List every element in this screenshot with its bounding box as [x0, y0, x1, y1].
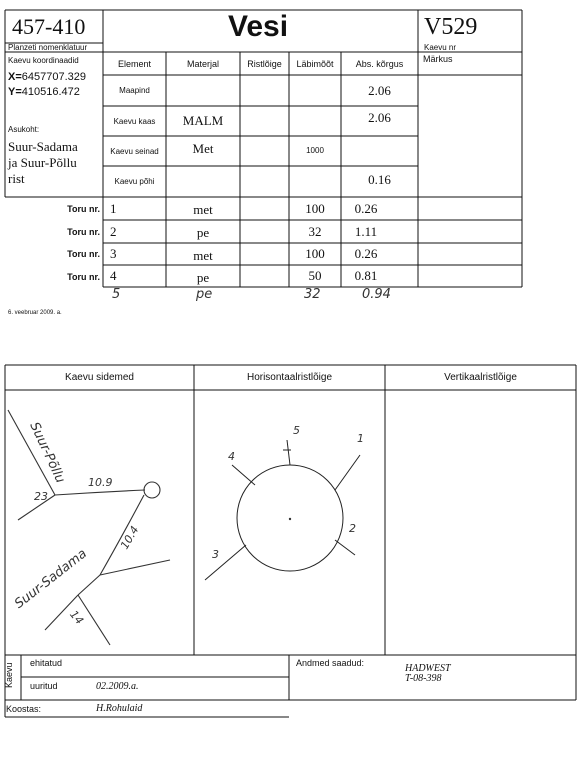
- coords-label: Kaevu koordinaadid: [8, 56, 79, 65]
- hsec-pipe-1: 1: [357, 432, 364, 445]
- col-vertikaal: Vertikaalristlõige: [444, 372, 517, 383]
- footer-ehitatud-label: ehitatud: [30, 658, 63, 668]
- sheet-code-label: Planzeti nomenklatuur: [8, 43, 88, 52]
- sketch-d2: 10.4: [118, 523, 142, 552]
- pipe-korgus-3: 0.26: [354, 246, 378, 261]
- hsec-pipe-5: 5: [293, 424, 300, 437]
- coord-y-value: 410516.472: [21, 86, 80, 98]
- sketch-street1: Suur-Põllu: [26, 420, 68, 486]
- row-element-kaas: Kaevu kaas: [113, 116, 156, 126]
- sketch-d4: 14: [67, 608, 86, 628]
- date-note: 6. veebruar 2009. a.: [8, 310, 62, 316]
- footer-andmed-value1: HADWEST: [405, 663, 451, 674]
- sheet-code: 457-410: [12, 14, 86, 39]
- location-line1: Suur-Sadama: [8, 139, 78, 154]
- footer-koostas-label: Koostas:: [6, 704, 42, 714]
- coord-y: [8, 86, 80, 98]
- pipe-labimoot-4: 50: [308, 268, 322, 283]
- pipe-korgus-4: 0.81: [354, 268, 378, 283]
- well-id-label: Kaevu nr: [424, 43, 457, 52]
- hsec-pipe-3: 3: [212, 548, 219, 561]
- col-kaevu-sidemed: Kaevu sidemed: [65, 372, 134, 383]
- sketch-d3: 23: [34, 490, 48, 503]
- pipe-label-3: Toru nr.: [67, 249, 100, 259]
- col-header-materjal: Materjal: [186, 58, 219, 69]
- row-korgus-pohi: 0.16: [368, 171, 391, 187]
- coord-x: [8, 71, 86, 83]
- doc-title: Vesi: [228, 10, 289, 43]
- hand-pipe-labimoot-5: 32: [304, 287, 321, 302]
- pipe-nr-4: 4: [110, 268, 117, 283]
- location-label: Asukoht:: [8, 125, 40, 134]
- pipe-labimoot-1: 100: [305, 200, 325, 216]
- pipe-label-4: Toru nr.: [67, 272, 100, 282]
- pipe-nr-2: 2: [110, 223, 117, 239]
- row-korgus-kaas: 2.06: [368, 110, 391, 125]
- row-element-pohi: Kaevu põhi: [114, 177, 155, 186]
- pipe-materjal-1: met: [193, 202, 213, 217]
- sketch-d1: 10.9: [88, 476, 113, 489]
- footer-uuritud-value: 02.2009.a.: [96, 681, 139, 692]
- location-line2: ja Suur-Põllu: [8, 155, 77, 170]
- row-element-seinad: Kaevu seinad: [110, 146, 159, 156]
- col-header-markus: Märkus: [423, 54, 453, 64]
- hand-pipe-materjal-5: pe: [196, 287, 213, 302]
- hand-pipe-nr-5: 5: [112, 287, 121, 302]
- footer-koostas-value: H.Rohulaid: [96, 703, 143, 714]
- row-materjal-kaas: MALM: [182, 113, 224, 128]
- coord-x-label: X=: [8, 71, 22, 83]
- pipe-label-2: Toru nr.: [67, 227, 100, 237]
- pipe-materjal-4: pe: [196, 270, 210, 285]
- footer-andmed-value2: T-08-398: [405, 673, 442, 684]
- hsec-pipe-2: 2: [349, 522, 356, 535]
- location-text: [8, 139, 78, 187]
- col-header-labimoot: Läbimõõt: [296, 58, 334, 69]
- well-id: V529: [424, 14, 478, 40]
- pipe-nr-3: 3: [110, 246, 117, 261]
- row-labimoot-seinad: 1000: [306, 145, 324, 155]
- col-horisontaal: Horisontaalristlõige: [246, 372, 333, 383]
- coord-x-value: 6457707.329: [21, 71, 86, 83]
- pipe-materjal-2: pe: [196, 225, 210, 240]
- pipe-nr-1: 1: [110, 200, 117, 216]
- footer-uuritud-label: uuritud: [30, 681, 58, 691]
- col-header-ristloige: Ristlõige: [247, 58, 282, 69]
- col-header-korgus: Abs. kõrgus: [355, 58, 404, 69]
- row-materjal-seinad: Met: [192, 141, 214, 156]
- pipe-korgus-2: 1.11: [354, 223, 378, 239]
- pipe-materjal-3: met: [193, 248, 213, 263]
- pipe-labimoot-2: 32: [308, 223, 322, 239]
- sketch-lines: [8, 410, 170, 645]
- pipe-korgus-1: 0.26: [354, 200, 378, 216]
- col-header-element: Element: [117, 58, 152, 69]
- pipe-label-1: Toru nr.: [67, 204, 100, 214]
- row-korgus-maapind: 2.06: [368, 82, 391, 98]
- footer-kaevu-label: Kaevu: [4, 662, 14, 688]
- hsec-pipe-4: 4: [228, 450, 235, 463]
- footer-andmed-label: Andmed saadud:: [296, 658, 365, 668]
- hand-pipe-korgus-5: 0.94: [362, 287, 391, 302]
- row-element-maapind: Maapind: [119, 86, 150, 95]
- coord-y-label: Y=: [8, 86, 22, 98]
- pipe-labimoot-3: 100: [305, 246, 325, 261]
- location-line3: rist: [8, 171, 25, 186]
- sketch-street2: Suur-Sadama: [12, 546, 90, 612]
